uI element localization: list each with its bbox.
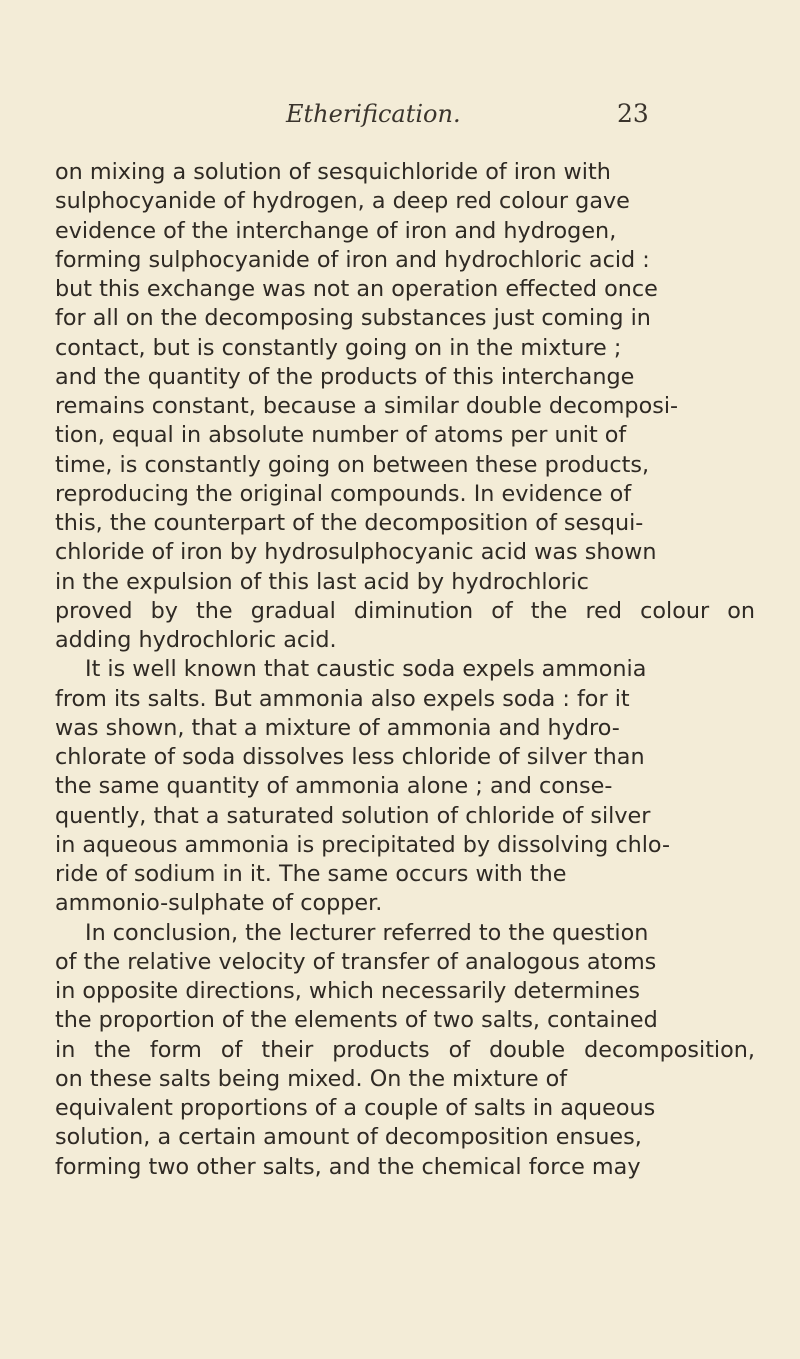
text-line: this, the counterpart of the decomposition of sesqui-: [55, 510, 644, 536]
text-line: from its salts. But ammonia also expels soda : for it: [55, 685, 630, 712]
text-line: in the form of their products of double decomposition,: [55, 1036, 755, 1063]
text-line: sulphocyanide of hydrogen, a deep red colour gave: [55, 188, 630, 215]
text-line: chlorate of soda dissolves less chloride of silver than: [55, 744, 645, 770]
text-line: In conclusion, the lecturer referred to the question: [85, 919, 649, 946]
text-line: on these salts being mixed. On the mixture of: [55, 1065, 568, 1092]
text-line: the proportion of the elements of two salts, contained: [55, 1007, 658, 1034]
text-line: equivalent proportions of a couple of salts in aqueous: [55, 1095, 656, 1121]
text-line: evidence of the interchange of iron and hydrogen,: [55, 217, 617, 244]
text-line: the same quantity of ammonia alone ; and conse-: [55, 773, 613, 800]
text-line: proved by the gradual diminution of the red colour on: [55, 597, 755, 624]
text-line: on mixing a solution of sesquichloride of iron with: [55, 159, 611, 185]
text-line: reproducing the original compounds. In evidence of: [55, 480, 632, 507]
text-line: forming sulphocyanide of iron and hydrochloric acid :: [55, 246, 650, 273]
body-text: [55, 158, 755, 1182]
text-line: adding hydrochloric acid.: [55, 627, 337, 653]
text-line: solution, a certain amount of decomposition ensues,: [55, 1124, 642, 1151]
text-line: and the quantity of the products of this interchange: [55, 363, 635, 390]
text-line: in the expulsion of this last acid by hydrochloric: [55, 568, 589, 595]
text-line: of the relative velocity of transfer of analogous atoms: [55, 948, 657, 975]
text-line: for all on the decomposing substances just coming in: [55, 305, 651, 332]
text-line: chloride of iron by hydrosulphocyanic acid was shown: [55, 539, 657, 566]
text-line: ammonio-sulphate of copper.: [55, 890, 383, 917]
text-line: forming two other salts, and the chemical force may: [55, 1153, 641, 1180]
running-title: Etherification.: [286, 100, 461, 128]
text-line: time, is constantly going on between these products,: [55, 451, 650, 478]
page-number: 23: [617, 99, 649, 128]
text-line: remains constant, because a similar double decomposi-: [55, 393, 679, 419]
text-line: tion, equal in absolute number of atoms per unit of: [55, 422, 627, 449]
text-line: contact, but is constantly going on in the mixture ;: [55, 334, 622, 361]
page-header: [0, 100, 800, 140]
text-line: It is well known that caustic soda expels ammonia: [85, 656, 647, 683]
text-line: was shown, that a mixture of ammonia and hydro-: [55, 714, 620, 741]
text-line: in opposite directions, which necessarily determines: [55, 978, 640, 1004]
text-line: in aqueous ammonia is precipitated by dissolving chlo-: [55, 831, 671, 858]
text-line: but this exchange was not an operation effected once: [55, 276, 658, 302]
text-line: ride of sodium in it. The same occurs with the: [55, 861, 567, 887]
text-line: quently, that a saturated solution of chloride of silver: [55, 802, 651, 829]
